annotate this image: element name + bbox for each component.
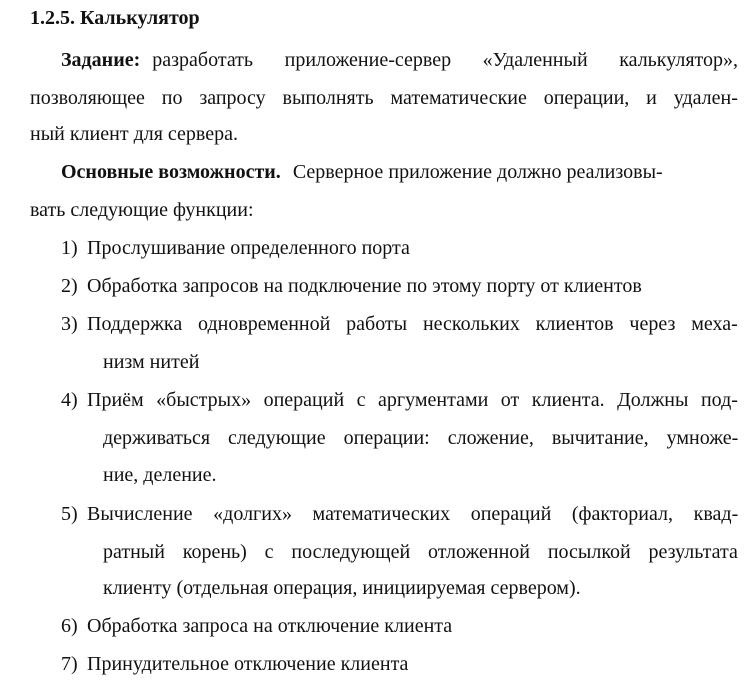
- list-item-text: Обработка запросов на подключение по этому порту от клиентов: [87, 275, 642, 297]
- task-paragraph-line-1: [61, 48, 738, 72]
- list-item-number: 4): [61, 389, 78, 411]
- features-label: Основные возможности.: [61, 161, 281, 183]
- section-heading: 1.2.5. Калькулятор: [30, 7, 200, 29]
- list-item-continuation: ние, деление.: [103, 464, 217, 486]
- task-line-1-rest: разработать приложение-сервер «Удаленный калькулятор»,: [152, 49, 739, 71]
- features-paragraph-line-2: вать следующие функции:: [30, 199, 254, 221]
- features-line-1-rest: Серверное приложение должно реализовы-: [292, 161, 663, 183]
- list-item-number: 7): [61, 653, 78, 675]
- task-line-1-text: [152, 48, 738, 72]
- list-item-continuation: держиваться следующие операции: сложение, вычитание, умноже-: [103, 427, 739, 449]
- task-label: Задание:: [61, 49, 141, 71]
- list-item-number: 2): [61, 275, 78, 297]
- task-line-2: позволяющее по запросу выполнять математические операции, и удален-: [30, 87, 738, 109]
- list-item-text: Прослушивание определенного порта: [87, 237, 410, 259]
- task-paragraph-line-2: [30, 86, 738, 110]
- list-item-number: 1): [61, 237, 78, 259]
- features-paragraph-line-1: [61, 160, 738, 184]
- list-item-number: 5): [61, 503, 78, 525]
- list-item-text: Принудительное отключение клиента: [87, 653, 409, 675]
- list-item-continuation: ратный корень) с последующей отложенной посылкой результата: [103, 541, 738, 563]
- list-item-number: 3): [61, 313, 78, 335]
- list-item-text: Поддержка одновременной работы нескольких клиентов через меха-: [87, 313, 738, 335]
- task-paragraph-line-3: ный клиент для сервера.: [30, 123, 238, 145]
- list-item-number: 6): [61, 615, 78, 637]
- list-item-continuation: низм нитей: [103, 351, 200, 373]
- list-item-continuation: клиенту (отдельная операция, инициируемая сервером).: [103, 577, 581, 599]
- list-item-text: Обработка запроса на отключение клиента: [87, 615, 453, 637]
- list-item-text: Приём «быстрых» операций с аргументами от клиента. Должны под-: [87, 389, 738, 411]
- list-item-text: Вычисление «долгих» математических операций (факториал, квад-: [87, 503, 739, 525]
- list-item-continuation-row: [103, 540, 738, 564]
- list-item-continuation-row: [103, 426, 738, 450]
